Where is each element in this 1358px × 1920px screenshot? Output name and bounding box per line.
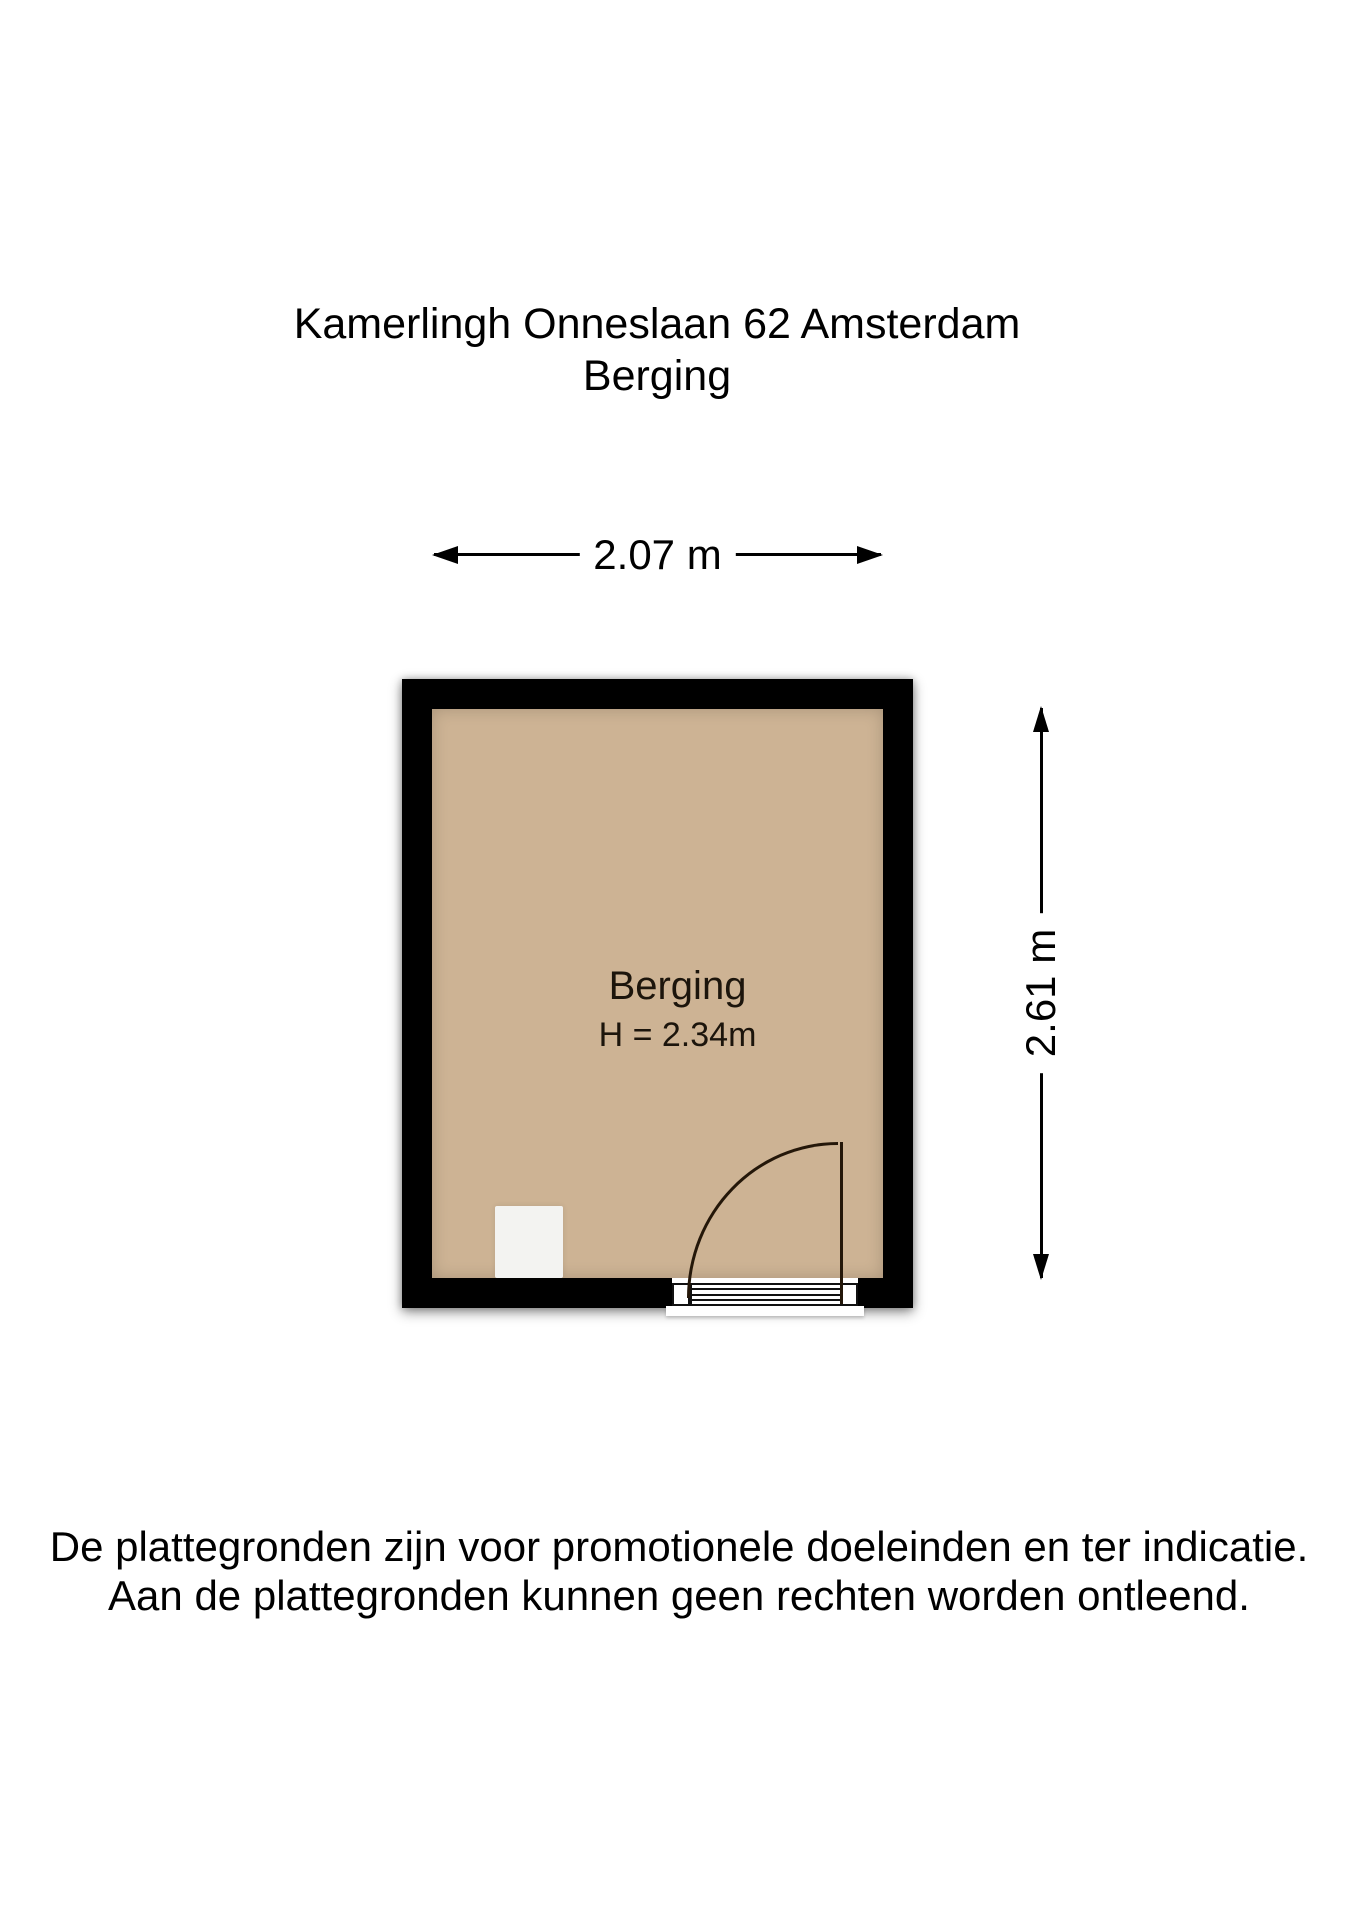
width-dimension-label: 2.07 m <box>579 533 735 577</box>
arrow-left-icon <box>432 546 458 564</box>
disclaimer-line-1: De plattegronden zijn voor promotionele doeleinden en ter indicatie. <box>49 1523 1309 1570</box>
title-room-type: Berging <box>582 352 732 400</box>
height-dimension-label: 2.61 m <box>1019 913 1063 1073</box>
door-sill-extension <box>666 1306 864 1316</box>
room-name: Berging <box>608 964 747 1008</box>
fixture-box <box>495 1206 563 1278</box>
arrow-down-icon <box>1033 1254 1049 1280</box>
disclaimer-line-2: Aan de plattegronden kunnen geen rechten worden ontleend. <box>108 1572 1250 1619</box>
door-leaf <box>840 1142 843 1304</box>
arrow-up-icon <box>1033 706 1049 732</box>
threshold-strip <box>692 1301 840 1304</box>
arrow-right-icon <box>857 546 883 564</box>
width-dimension <box>432 531 883 578</box>
page-title <box>0 298 1314 402</box>
title-address: Kamerlingh Onneslaan 62 Amsterdam <box>293 300 1021 348</box>
height-dimension <box>1017 706 1064 1280</box>
room-label <box>472 963 883 1055</box>
room-ceiling-height: H = 2.34m <box>598 1016 757 1054</box>
footer-disclaimer <box>0 1522 1358 1620</box>
door-jamb-right <box>841 1283 858 1306</box>
